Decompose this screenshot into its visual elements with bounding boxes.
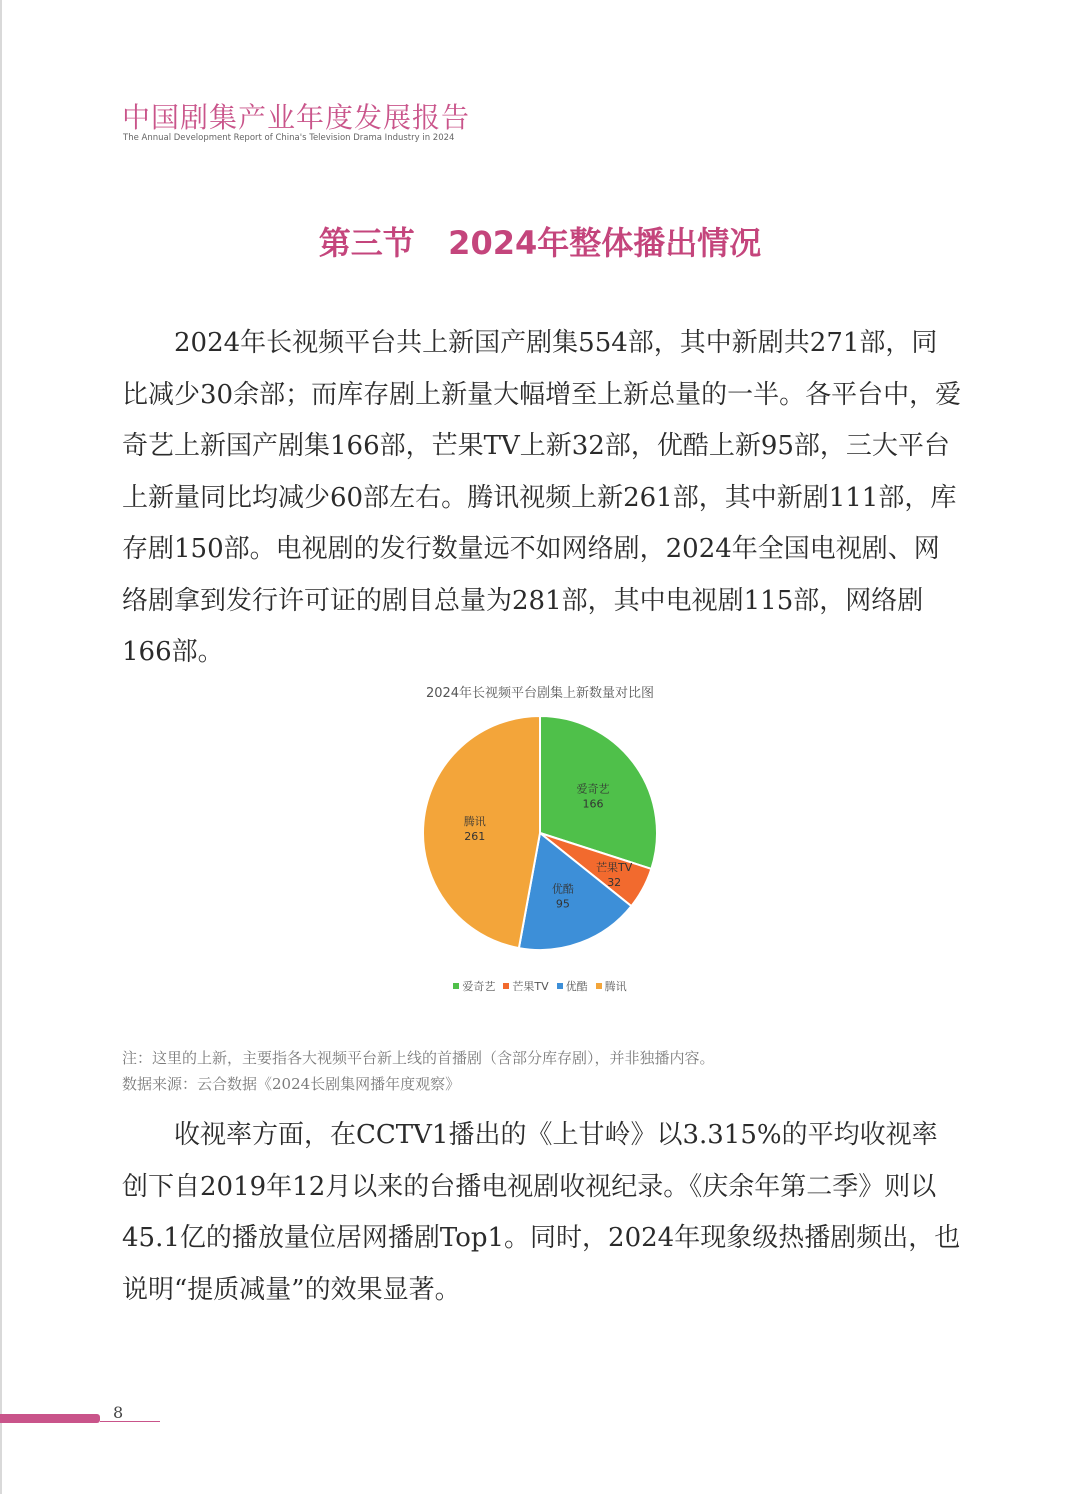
legend-label: 腾讯	[604, 980, 627, 993]
legend-item-1	[503, 978, 548, 994]
body-paragraph-1	[122, 318, 962, 679]
legend-item-3	[596, 978, 627, 994]
legend-item-0	[453, 978, 495, 994]
legend-item-2	[557, 978, 588, 994]
paragraph-text: 2024年长视频平台共上新国产剧集554部，其中新剧共271部，同比减少30余部；而库存剧上新量大幅增至上新总量的一半。各平台中，爱奇艺上新国产剧集166部，芒果TV上新32部，优酷上新95部，三大平台上新量同比均减少60部左右。腾讯视频上新261部，其中新剧111部，库存剧150部。电视剧的发行数量远不如网络剧，2024年全国电视剧、网络剧拿到发行许可证的剧目总量为281部，其中电视剧115部，网络剧166部。	[122, 328, 962, 667]
legend-swatch	[557, 983, 563, 989]
legend-label: 优酷	[565, 980, 588, 993]
legend-swatch	[503, 983, 509, 989]
slice-value-2: 95	[555, 897, 570, 911]
page-number: 8	[113, 1403, 124, 1422]
slice-label-2: 优酷	[551, 882, 574, 896]
report-header-subtitle: The Annual Development Report of China's Television Drama Industry in 2024	[123, 133, 455, 143]
body-paragraph-2	[122, 1110, 962, 1316]
legend-swatch	[453, 983, 459, 989]
slice-value-1: 32	[607, 875, 622, 889]
footer-accent-bar	[0, 1414, 100, 1423]
chart-note: 注：这里的上新，主要指各大视频平台新上线的首播剧（含部分库存剧），并非独播内容。	[122, 1049, 715, 1067]
chart-title: 2024年长视频平台剧集上新数量对比图	[425, 686, 655, 701]
pie-chart-svg	[380, 678, 700, 978]
footer-line	[100, 1421, 160, 1422]
paragraph-text: 收视率方面，在CCTV1播出的《上甘岭》以3.315%的平均收视率创下自2019年12月以来的台播电视剧收视纪录。《庆余年第二季》则以45.1亿的播放量位居网播剧Top1。同时，2024年现象级热播剧频出，也说明“提质减量”的效果显著。	[122, 1120, 961, 1305]
slice-value-0: 166	[582, 797, 604, 811]
chart-legend	[380, 978, 700, 994]
section-title: 第三节 2024年整体播出情况	[318, 224, 762, 262]
slice-value-3: 261	[464, 830, 486, 844]
legend-label: 芒果TV	[512, 980, 549, 993]
legend-swatch	[596, 983, 602, 989]
pie-chart	[380, 678, 700, 1008]
legend-label: 爱奇艺	[462, 980, 496, 993]
slice-label-3: 腾讯	[463, 815, 486, 829]
chart-notes	[122, 1045, 982, 1097]
report-header-title: 中国剧集产业年度发展报告	[122, 101, 471, 134]
slice-label-0: 爱奇艺	[576, 782, 610, 796]
data-source: 数据来源：云合数据《2024长剧集网播年度观察》	[122, 1075, 461, 1093]
slice-label-1: 芒果TV	[596, 860, 633, 874]
